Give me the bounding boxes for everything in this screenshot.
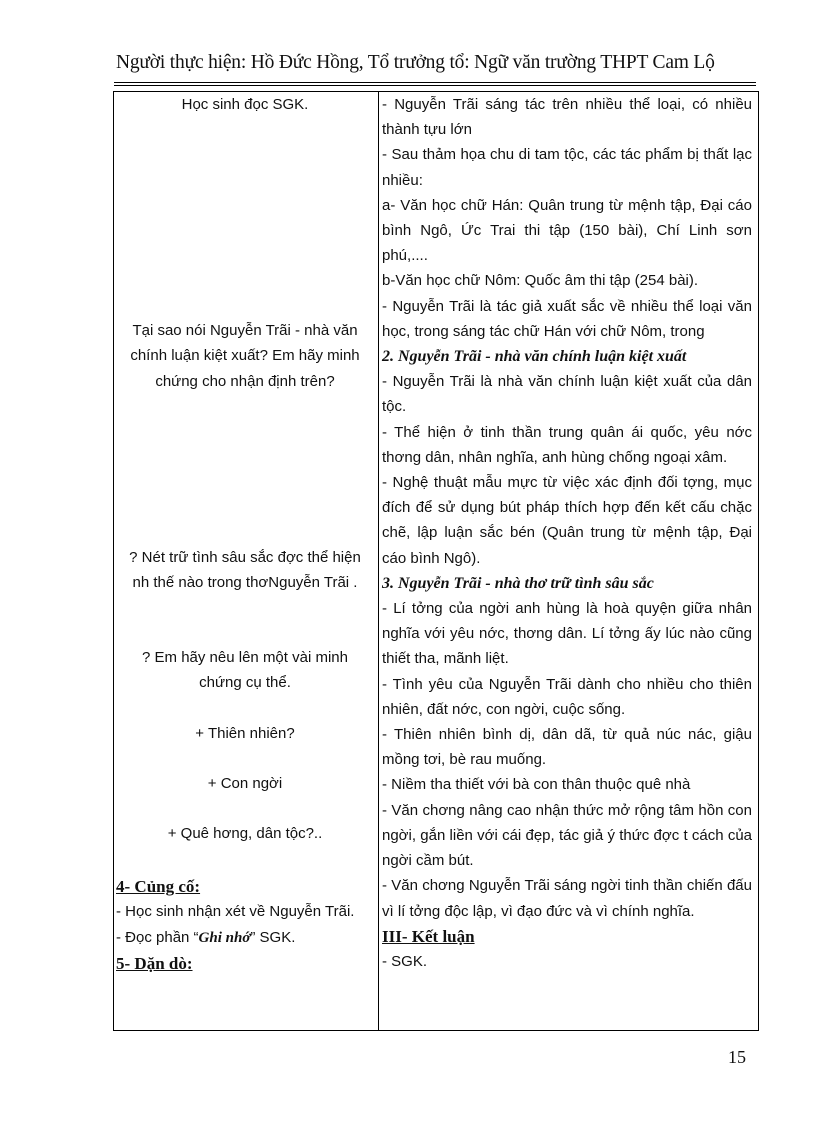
cungco-text: - Đọc phần “: [116, 928, 199, 946]
content-item: a- Văn học chữ Hán: Quân trung từ mệnh tập, Đại cáo bình Ngô, Ức Trai thi tập (150 bài), Chí Linh sơn phú,....: [382, 196, 752, 265]
content-item: - Lí tởng của ngời anh hùng là hoà quyện giữa nhân nghĩa với yêu nớc, thơng dân. Lí tởng ấy lúc nào cũng thiết tha, mãnh liệt.: [382, 600, 752, 668]
spacer: [116, 746, 374, 771]
table-column-divider: [378, 91, 379, 1031]
content-item: - SGK.: [382, 952, 428, 970]
header-rule-double: [114, 85, 756, 86]
section-heading-cungco: 4- Củng cố:: [116, 877, 201, 897]
cungco-item: [116, 925, 374, 951]
content-item: - Niềm tha thiết với bà con thân thuộc quê nhà: [382, 776, 691, 794]
content-item: - Sau thảm họa chu di tam tộc, các tác phẩm bị thất lạc nhiều:: [382, 146, 752, 189]
spacer: [116, 394, 374, 545]
content-item: - Nguyễn Trãi là tác giả xuất sắc về nhiều thể loại văn học, trong sáng tác chữ Hán với chữ Nôm, trong: [382, 297, 752, 340]
teacher-activity-column: [116, 92, 374, 976]
content-item: - Nguyễn Trãi là nhà văn chính luận kiệt xuất của dân tộc.: [382, 373, 752, 416]
page-header: Người thực hiện: Hồ Đức Hồng, Tổ trưởng tổ: Ngữ văn trường THPT Cam Lộ: [116, 52, 715, 73]
question-line: chứng cụ thể.: [199, 674, 291, 692]
ghi-nho-label: Ghi nhớ: [198, 929, 251, 946]
section-heading: 2. Nguyễn Trãi - nhà văn chính luận kiệt xuất: [382, 348, 687, 366]
question-line: chứng cho nhận định trên?: [155, 372, 335, 390]
spacer: [116, 796, 374, 821]
page-number: 15: [728, 1047, 746, 1067]
section-heading: 3. Nguyễn Trãi - nhà thơ trữ tình sâu sắc: [382, 574, 654, 592]
prompt-people: + Con ngời: [207, 774, 283, 792]
content-item: - Nghệ thuật mẫu mực từ việc xác định đối tợng, mục đích để sử dụng bút pháp thích hợp đến kết cấu chặc chẽ, lập luận sắc bén (Quân trung từ mệnh tập, Đại cáo bình Ngô).: [382, 474, 752, 567]
content-item: - Thể hiện ở tinh thần trung quân ái quốc, yêu nớc thơng dân, nhân nghĩa, anh hùng chống ngoại xâm.: [382, 423, 752, 466]
section-heading-dando: 5- Dặn dò:: [116, 953, 193, 973]
prompt-homeland: + Quê hơng, dân tộc?..: [167, 825, 323, 843]
content-item: - Thiên nhiên bình dị, dân dã, từ quả núc nác, giậu mồng tơi, bè rau muống.: [382, 726, 752, 769]
content-item: - Văn chơng nâng cao nhận thức mở rộng tâm hồn con ngời, gắn liền với cái đẹp, tác giả ý thức đợc t cách của ngời cầm bút.: [382, 801, 752, 870]
question-line: chính luận kiệt xuất? Em hãy minh: [130, 347, 360, 365]
question-line: nh thế nào trong thơNguyễn Trãi .: [132, 574, 358, 592]
question-line: Tại sao nói Nguyễn Trãi - nhà văn: [132, 322, 358, 340]
prompt-nature: + Thiên nhiên?: [195, 724, 295, 742]
spacer: [116, 117, 374, 318]
content-item: - Nguyễn Trãi sáng tác trên nhiều thể loại, có nhiều thành tựu lớn: [382, 96, 752, 139]
spacer: [116, 696, 374, 721]
question-line: ? Nét trữ tình sâu sắc đợc thể hiện: [129, 548, 361, 566]
header-rule: [114, 82, 756, 83]
content-item: - Văn chơng Nguyễn Trãi sáng ngời tinh thần chiến đấu vì lí tởng độc lập, vì đạo đức và vì chính nghĩa.: [382, 877, 752, 920]
spacer: [116, 595, 374, 645]
content-column: [382, 92, 752, 974]
section-heading-ketluan: III- Kết luận: [382, 926, 475, 946]
instruction-read-sgk: Học sinh đọc SGK.: [181, 96, 309, 113]
content-item: b-Văn học chữ Nôm: Quốc âm thi tập (254 bài).: [382, 272, 699, 290]
cungco-text: ” SGK.: [250, 928, 296, 946]
spacer: [116, 846, 374, 871]
question-line: ? Em hãy nêu lên một vài minh: [142, 649, 348, 667]
cungco-item: - Học sinh nhận xét về Nguyễn Trãi.: [116, 903, 355, 921]
content-item: - Tình yêu của Nguyễn Trãi dành cho nhiều cho thiên nhiên, đất nớc, con ngời, cuộc sống.: [382, 675, 752, 718]
